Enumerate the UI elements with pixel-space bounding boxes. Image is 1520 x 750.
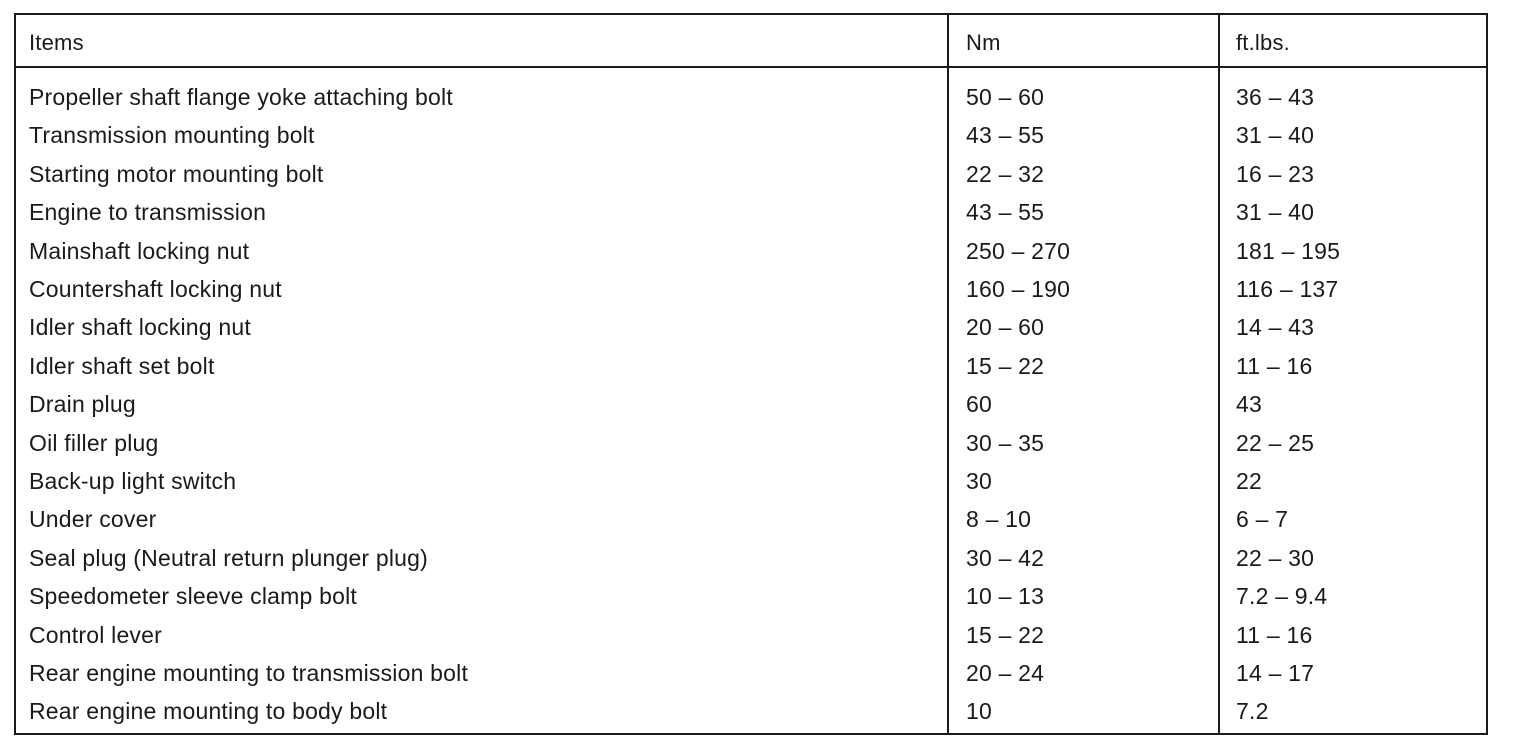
row-nm-value: 22 – 32	[966, 160, 1045, 187]
row-item-name: Engine to transmission	[29, 199, 267, 226]
row-item-name: Transmission mounting bolt	[29, 122, 315, 149]
table-row	[16, 682, 1486, 725]
row-nm-value: 10 – 13	[966, 583, 1045, 610]
row-nm-value: 15 – 22	[966, 621, 1045, 648]
row-nm-value: 15 – 22	[966, 352, 1045, 379]
row-ftlbs-value: 31 – 40	[1236, 199, 1315, 226]
row-ftlbs-value: 7.2 – 9.4	[1236, 583, 1328, 610]
row-nm-value: 50 – 60	[966, 84, 1045, 110]
row-nm-value: 250 – 270	[966, 237, 1071, 264]
row-nm-value: 160 – 190	[966, 276, 1071, 302]
table-row	[16, 222, 1486, 264]
row-ftlbs-value: 22	[1236, 468, 1262, 494]
row-ftlbs-value: 36 – 43	[1236, 84, 1315, 110]
table-row	[16, 298, 1486, 341]
row-item-name: Under cover	[29, 506, 157, 533]
row-nm-value: 30 – 42	[966, 544, 1045, 571]
table-row	[16, 145, 1486, 187]
row-nm-value: 43 – 55	[966, 199, 1045, 226]
row-ftlbs-value: 16 – 23	[1236, 160, 1315, 187]
row-nm-value: 10	[966, 698, 992, 725]
row-nm-value: 20 – 24	[966, 660, 1045, 686]
row-item-name: Propeller shaft flange yoke attaching bolt	[29, 84, 453, 110]
table-row	[16, 106, 1486, 149]
row-item-name: Mainshaft locking nut	[29, 237, 250, 264]
table-row	[16, 452, 1486, 494]
table-header	[16, 15, 1486, 68]
table-row	[16, 414, 1486, 456]
table-row	[16, 606, 1486, 648]
row-item-name: Drain plug	[29, 391, 136, 418]
table-row	[16, 490, 1486, 533]
row-item-name: Seal plug (Neutral return plunger plug)	[29, 544, 429, 571]
table-body	[16, 68, 1486, 733]
row-ftlbs-value: 181 – 195	[1236, 237, 1341, 264]
row-nm-value: 43 – 55	[966, 122, 1045, 149]
row-nm-value: 8 – 10	[966, 506, 1032, 533]
row-nm-value: 20 – 60	[966, 314, 1045, 341]
table-row	[16, 337, 1486, 379]
table-row	[16, 183, 1486, 226]
row-item-name: Idler shaft locking nut	[29, 314, 251, 341]
header-ftlbs: ft.lbs.	[1236, 30, 1290, 55]
row-item-name: Speedometer sleeve clamp bolt	[29, 583, 357, 610]
row-ftlbs-value: 14 – 17	[1236, 660, 1315, 686]
table-row	[16, 567, 1486, 610]
row-ftlbs-value: 11 – 16	[1236, 621, 1313, 648]
row-ftlbs-value: 43	[1236, 391, 1262, 418]
row-ftlbs-value: 14 – 43	[1236, 314, 1315, 341]
header-nm: Nm	[966, 30, 1001, 55]
table-row	[16, 260, 1486, 302]
torque-spec-table	[14, 13, 1488, 735]
row-item-name: Countershaft locking nut	[29, 276, 282, 302]
row-ftlbs-value: 6 – 7	[1236, 506, 1289, 533]
row-ftlbs-value: 31 – 40	[1236, 122, 1315, 149]
row-ftlbs-value: 7.2	[1236, 698, 1269, 725]
table-row	[16, 529, 1486, 571]
row-item-name: Rear engine mounting to transmission bolt	[29, 660, 469, 686]
row-item-name: Back-up light switch	[29, 468, 237, 494]
table-row	[16, 68, 1486, 110]
row-nm-value: 30 – 35	[966, 429, 1045, 456]
row-item-name: Oil filler plug	[29, 429, 159, 456]
row-ftlbs-value: 116 – 137	[1236, 276, 1339, 302]
row-ftlbs-value: 22 – 25	[1236, 429, 1315, 456]
row-item-name: Rear engine mounting to body bolt	[29, 698, 388, 725]
row-item-name: Control lever	[29, 621, 162, 648]
row-ftlbs-value: 11 – 16	[1236, 352, 1313, 379]
header-items: Items	[29, 30, 84, 55]
row-nm-value: 60	[966, 391, 992, 418]
row-ftlbs-value: 22 – 30	[1236, 544, 1315, 571]
row-item-name: Idler shaft set bolt	[29, 352, 215, 379]
row-nm-value: 30	[966, 468, 992, 494]
table-row	[16, 375, 1486, 418]
row-item-name: Starting motor mounting bolt	[29, 160, 324, 187]
table-row	[16, 644, 1486, 686]
